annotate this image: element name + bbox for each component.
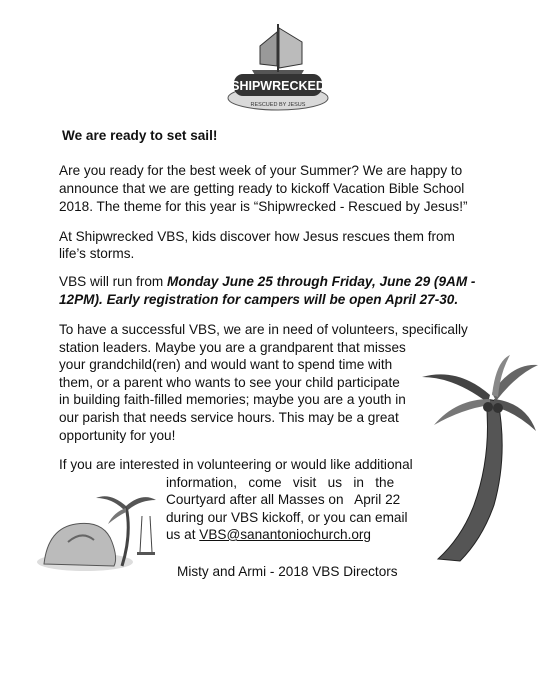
para4-line5: in building faith-filled memories; maybe you are a youth in bbox=[59, 392, 406, 407]
heading: We are ready to set sail! bbox=[62, 128, 218, 143]
para5-line5 bbox=[166, 527, 371, 544]
email-prefix: us at bbox=[166, 527, 200, 542]
para3-prefix: VBS will run from bbox=[59, 274, 168, 289]
logo-subtitle: RESCUED BY JESUS bbox=[250, 102, 306, 108]
para3-line1 bbox=[59, 274, 475, 291]
palm-tree-illustration bbox=[414, 355, 540, 565]
para4-line1: To have a successful VBS, we are in need of volunteers, specifically bbox=[59, 322, 468, 337]
para4-line3: your grandchild(ren) and would want to spend time with bbox=[59, 357, 393, 372]
logo-title: SHIPWRECKED bbox=[231, 79, 325, 93]
para5-line2: information, come visit us in the bbox=[166, 475, 395, 490]
para1-line1: Are you ready for the best week of your Summer? We are happy to bbox=[59, 163, 463, 178]
para5-line3: Courtyard after all Masses on April 22 bbox=[166, 492, 401, 507]
para1-line3: 2018. The theme for this year is “Shipwrecked - Rescued by Jesus!” bbox=[59, 199, 468, 214]
para3-line2: 12PM). Early registration for campers will be open April 27-30. bbox=[59, 292, 459, 307]
email-link[interactable]: VBS@sanantoniochurch.org bbox=[199, 527, 371, 542]
para1-line2: announce that we are getting ready to kickoff Vacation Bible School bbox=[59, 181, 465, 196]
island-illustration bbox=[30, 486, 165, 576]
para4-line4: them, or a parent who wants to see your child participate bbox=[59, 375, 400, 390]
para3-dates: Monday June 25 through Friday, June 29 (9AM - bbox=[167, 274, 476, 289]
para2-line1: At Shipwrecked VBS, kids discover how Jesus rescues them from bbox=[59, 229, 455, 244]
para2-line2: life’s storms. bbox=[59, 246, 135, 261]
para5-line1: If you are interested in volunteering or would like additional bbox=[59, 457, 413, 472]
shipwrecked-logo bbox=[222, 18, 334, 116]
para4-line7: opportunity for you! bbox=[59, 428, 176, 443]
para4-line2: station leaders. Maybe you are a grandparent that misses bbox=[59, 340, 406, 355]
para4-line6: our parish that needs service hours. This may be a great bbox=[59, 410, 399, 425]
para5-line4: during our VBS kickoff, or you can email bbox=[166, 510, 408, 525]
signature: Misty and Armi - 2018 VBS Directors bbox=[177, 564, 398, 579]
